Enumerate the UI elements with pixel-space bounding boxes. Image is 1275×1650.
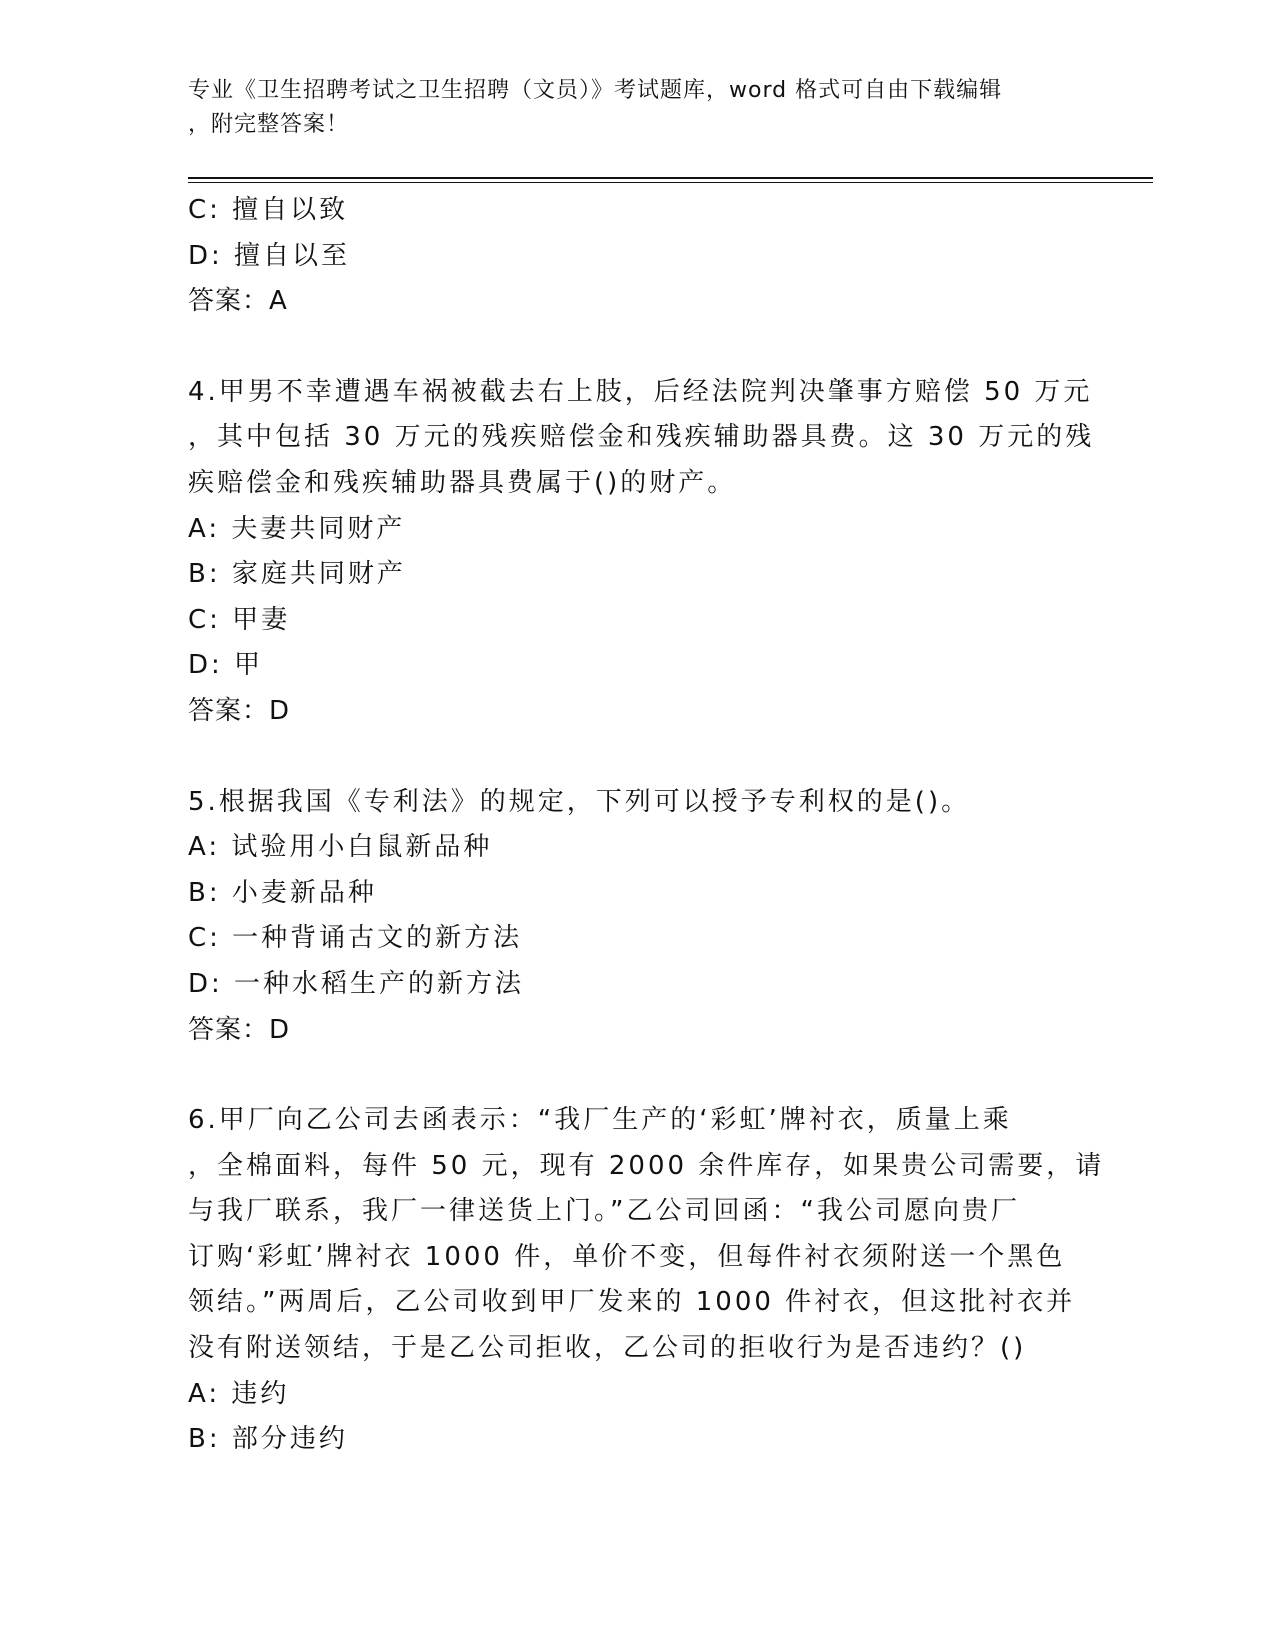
question-stem-line: ，全棉面料，每件 50 元，现有 2000 余件库存，如果贵公司需要，请 xyxy=(188,1150,1105,1181)
answer-label: 答案：A xyxy=(188,286,288,317)
option-c: C: 擅自以致 xyxy=(188,195,349,225)
option-b: B: 家庭共同财产 xyxy=(188,559,406,590)
option-d: D: 擅自以至 xyxy=(188,240,351,271)
header-divider-thick xyxy=(188,177,1153,179)
question-5 xyxy=(188,780,1088,1054)
question-spacer xyxy=(188,735,1088,780)
question-spacer xyxy=(188,325,1088,370)
option-a: A: 夫妻共同财产 xyxy=(188,513,406,544)
header-divider-thin xyxy=(188,182,1153,183)
question-list xyxy=(188,188,1105,1463)
option-b: B: 部分违约 xyxy=(188,1424,348,1455)
option-c: C: 甲妻 xyxy=(188,604,291,635)
option-d: D: 一种水稻生产的新方法 xyxy=(188,968,525,999)
question-stem-line: 5.根据我国《专利法》的规定，下列可以授予专利权的是()。 xyxy=(188,786,971,817)
option-d: D: 甲 xyxy=(188,650,264,681)
question-stem-line: ，其中包括 30 万元的残疾赔偿金和残疾辅助器具费。这 30 万元的残 xyxy=(188,422,1095,453)
question-4 xyxy=(188,370,1095,735)
question-stem-line: 疾赔偿金和残疾辅助器具费属于()的财产。 xyxy=(188,467,737,498)
answer-label: 答案：D xyxy=(188,1014,291,1045)
question-stem-line: 没有附送领结，于是乙公司拒收，乙公司的拒收行为是否违约？() xyxy=(188,1333,1027,1364)
option-a: A: 试验用小白鼠新品种 xyxy=(188,832,493,863)
partial-question xyxy=(188,188,1088,325)
question-stem-line: 4.甲男不幸遭遇车祸被截去右上肢，后经法院判决肇事方赔偿 50 万元 xyxy=(188,376,1093,407)
option-b: B: 小麦新品种 xyxy=(188,877,377,908)
question-stem-line: 与我厂联系，我厂一律送货上门。”乙公司回函：“我公司愿向贵厂 xyxy=(188,1196,1020,1227)
option-c: C: 一种背诵古文的新方法 xyxy=(188,923,523,954)
question-spacer xyxy=(188,1053,1088,1098)
question-6 xyxy=(188,1098,1105,1463)
question-stem-line: 6.甲厂向乙公司去函表示：“我厂生产的‘彩虹’牌衬衣，质量上乘 xyxy=(188,1105,1012,1136)
question-stem-line: 订购‘彩虹’牌衬衣 1000 件，单价不变，但每件衬衣须附送一个黑色 xyxy=(188,1241,1066,1272)
question-stem-line: 领结。”两周后，乙公司收到甲厂发来的 1000 件衬衣，但这批衬衣并 xyxy=(188,1287,1076,1318)
answer-label: 答案：D xyxy=(188,695,291,726)
option-a: A: 违约 xyxy=(188,1378,290,1409)
document-header: 专业《卫生招聘考试之卫生招聘（文员）》考试题库，word 格式可自由下载编辑 ，附完整答案！ xyxy=(188,78,1003,137)
